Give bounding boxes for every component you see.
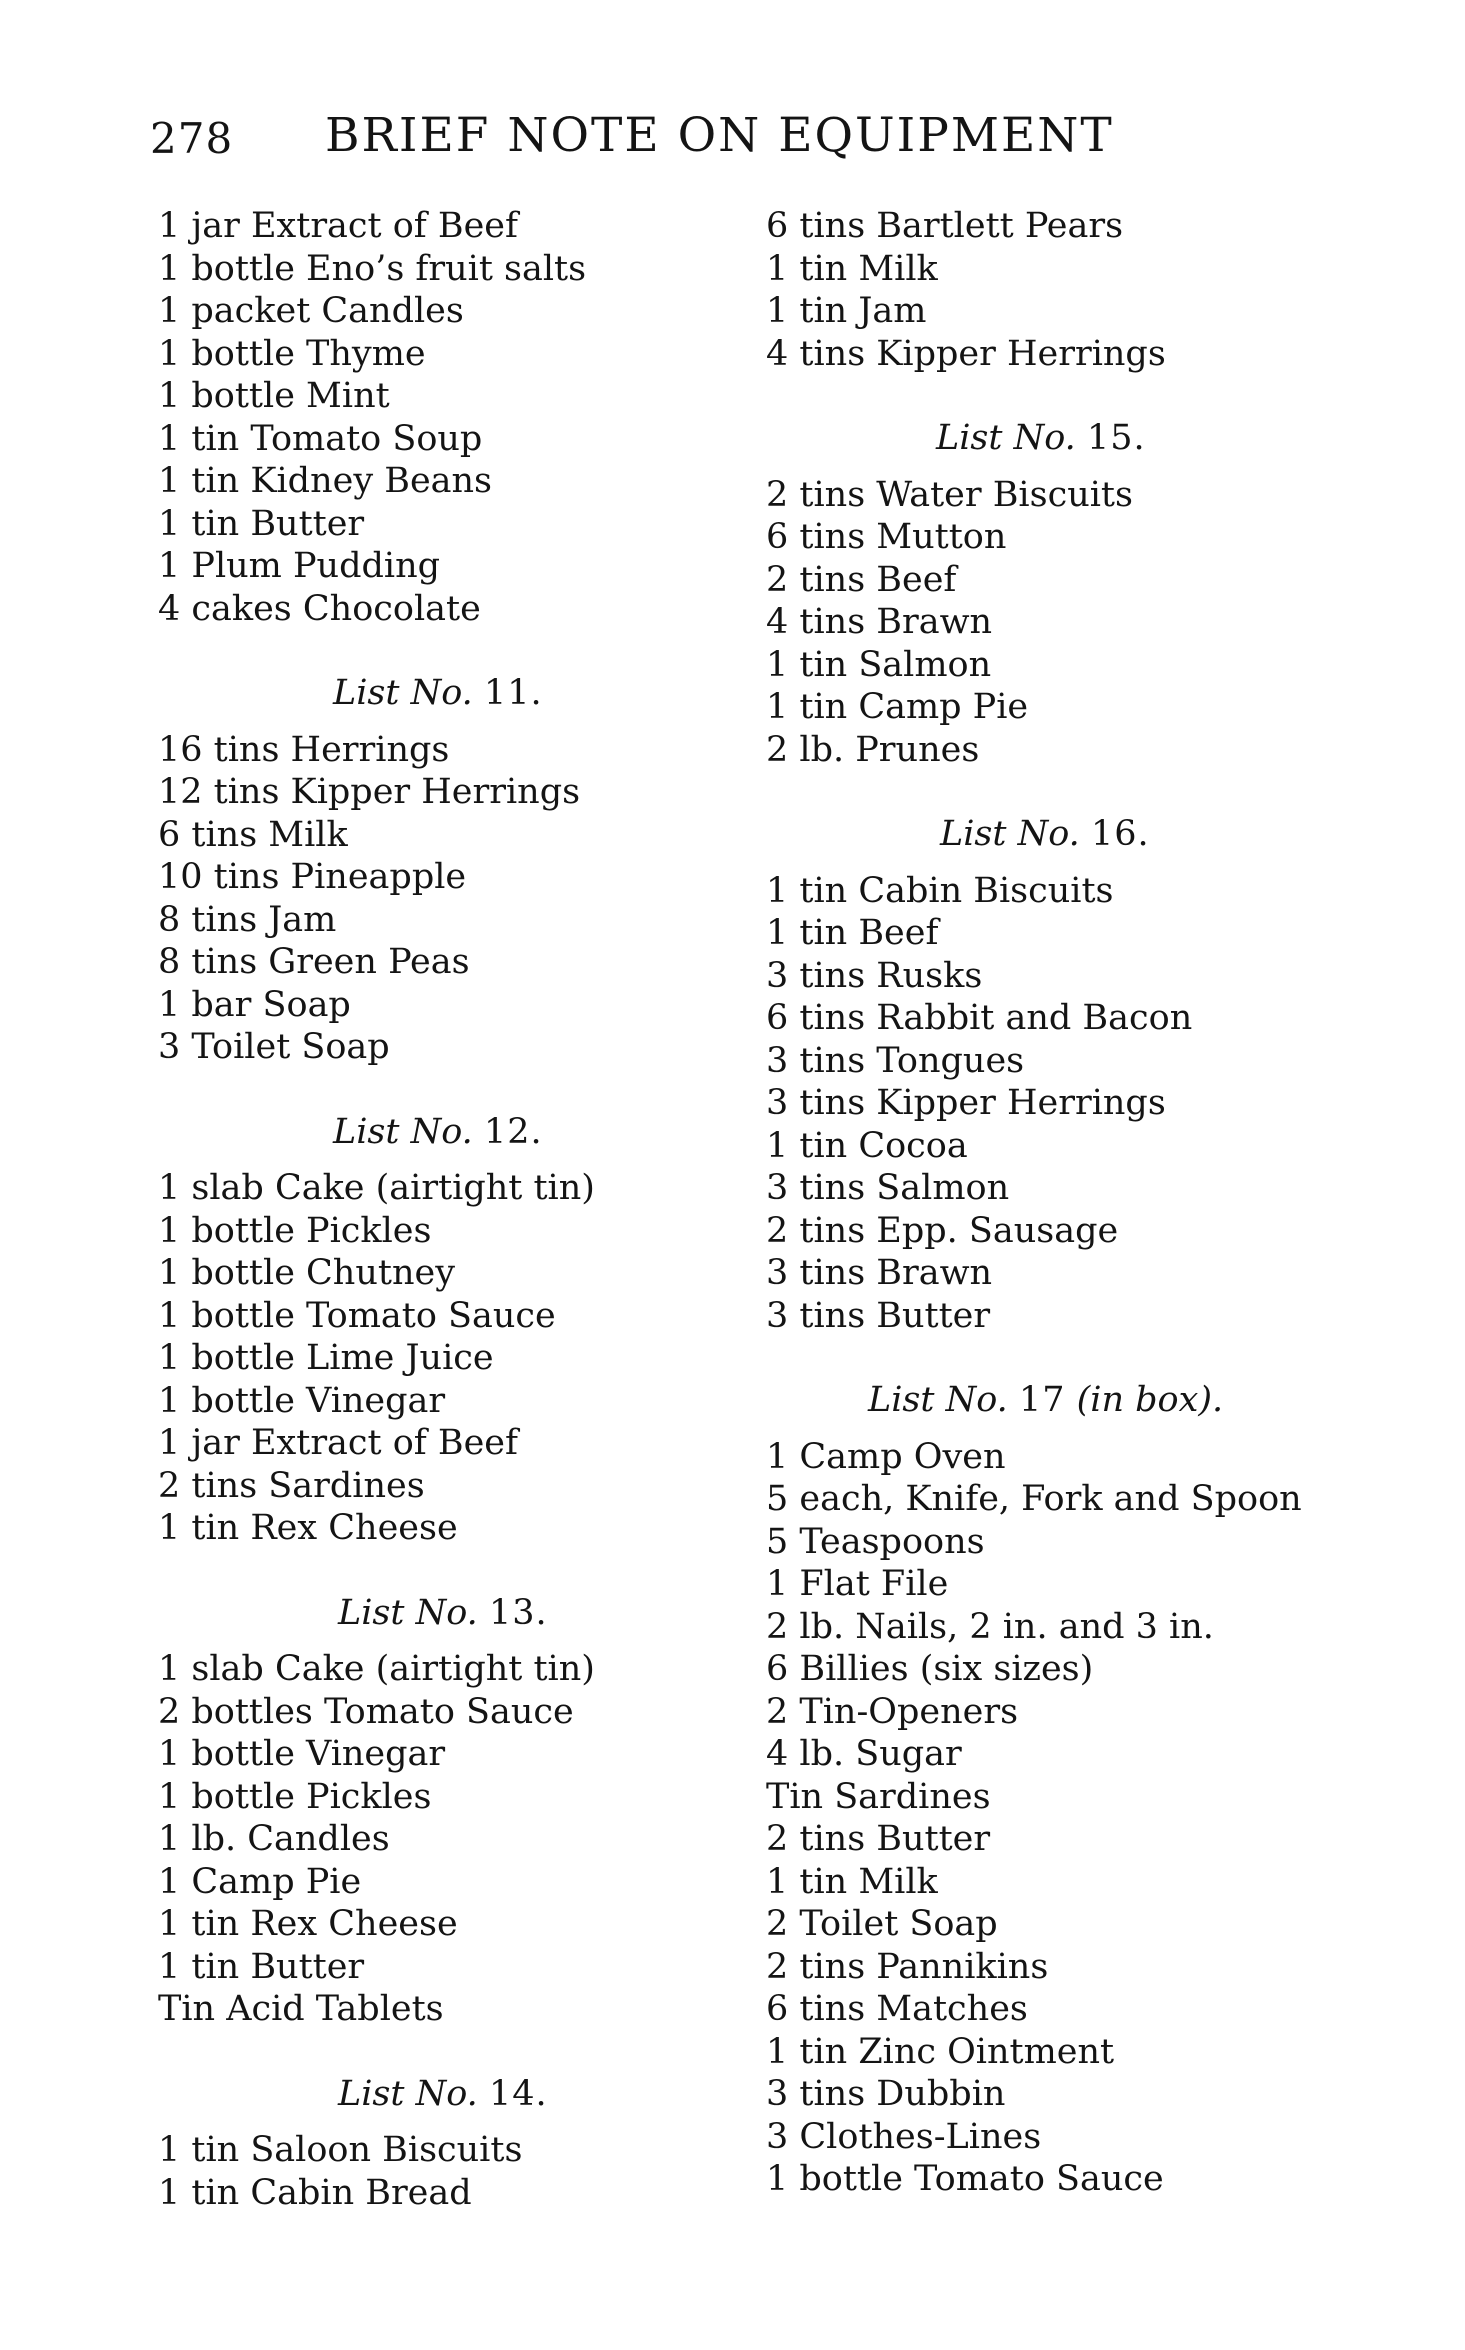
list-item: 8 tins Jam xyxy=(158,899,337,940)
list-item: 3 Clothes-Lines xyxy=(766,2116,1042,2157)
list-13 xyxy=(158,1592,798,2031)
list-heading-number: 15. xyxy=(1086,418,1146,458)
page-header xyxy=(150,108,1180,178)
list-item: 6 tins Bartlett Pears xyxy=(766,206,1124,246)
list-heading-number: 13. xyxy=(488,1592,548,1633)
list-item: 1 Camp Oven xyxy=(766,1436,1006,1477)
list-item: 1 packet Candles xyxy=(158,291,464,331)
list-item: 4 cakes Chocolate xyxy=(158,588,481,629)
list-item: 1 Flat File xyxy=(766,1564,949,1604)
list-item: 1 tin Saloon Biscuits xyxy=(158,2130,523,2170)
list-11 xyxy=(158,672,798,1069)
list-item: 1 bottle Chutney xyxy=(158,1253,455,1293)
list-item: 1 slab Cake (airtight tin) xyxy=(158,1649,595,1689)
list-item: 2 Tin-Openers xyxy=(766,1691,1019,1732)
list-item: 1 Camp Pie xyxy=(158,1861,362,1902)
list-item: 1 tin Cabin Biscuits xyxy=(766,870,1114,911)
list-item: 8 tins Green Peas xyxy=(158,942,470,982)
list-item: 1 tin Rex Cheese xyxy=(158,1508,458,1548)
list-item: 1 bottle Pickles xyxy=(158,1776,432,1817)
list-item: 12 tins Kipper Herrings xyxy=(158,772,581,812)
list-heading xyxy=(766,1379,1406,1422)
list-17 xyxy=(766,1379,1406,2201)
list-item: 2 tins Sardines xyxy=(158,1465,425,1506)
list-item: 1 tin Cabin Bread xyxy=(158,2172,472,2213)
list-16 xyxy=(766,813,1406,1337)
list-item: 10 tins Pineapple xyxy=(158,857,467,897)
list-item: Tin Acid Tablets xyxy=(158,1989,444,2029)
list-item: 2 tins Water Biscuits xyxy=(766,474,1133,515)
list-item: 1 jar Extract of Beef xyxy=(158,206,518,246)
list-item: 5 each, Knife, Fork and Spoon xyxy=(766,1479,1302,1519)
list-item: 1 tin Zinc Ointment xyxy=(766,2031,1115,2072)
list-heading-note: (in box). xyxy=(1076,1380,1224,1420)
list-item: Tin Sardines xyxy=(766,1776,991,1817)
list-item: 2 tins Epp. Sausage xyxy=(766,1210,1119,1251)
list-item: 2 lb. Nails, 2 in. and 3 in. xyxy=(766,1606,1214,1647)
list-item: 6 tins Mutton xyxy=(766,517,1007,557)
list-heading-label: List No. xyxy=(333,673,473,713)
list-item: 1 bar Soap xyxy=(158,984,351,1025)
list-heading-number: 16. xyxy=(1090,814,1150,854)
list-item: 2 tins Pannikins xyxy=(766,1946,1049,1987)
list-item: 3 tins Kipper Herrings xyxy=(766,1083,1166,1123)
list-item: 1 jar Extract of Beef xyxy=(158,1423,518,1463)
list-item: 2 tins Butter xyxy=(766,1819,991,1859)
list-item: 1 tin Beef xyxy=(766,913,939,953)
list-item: 5 Teaspoons xyxy=(766,1521,985,1562)
list-item: 3 tins Brawn xyxy=(766,1253,993,1293)
list-item: 1 bottle Pickles xyxy=(158,1210,432,1251)
list-item: 1 bottle Thyme xyxy=(158,333,426,374)
right-column xyxy=(766,205,1406,2201)
list-heading-number: 17 xyxy=(1018,1380,1066,1420)
list-item: 6 tins Milk xyxy=(158,814,348,855)
list-item: 1 tin Salmon xyxy=(766,644,992,685)
list-item: 3 tins Tongues xyxy=(766,1040,1025,1081)
list-heading-number: 11. xyxy=(483,673,543,713)
list-item: 1 tin Butter xyxy=(158,503,365,544)
list-item: 16 tins Herrings xyxy=(158,729,450,770)
list-item: 6 tins Rabbit and Bacon xyxy=(766,998,1193,1038)
list-item: 1 bottle Vinegar xyxy=(158,1734,446,1774)
list-item: 1 bottle Tomato Sauce xyxy=(158,1295,556,1336)
list-item: 1 tin Milk xyxy=(766,248,938,289)
list-heading xyxy=(158,1592,798,1635)
list-item: 1 lb. Candles xyxy=(158,1819,390,1859)
list-heading xyxy=(766,813,1406,856)
list-item: 1 bottle Vinegar xyxy=(158,1380,446,1421)
list-item: 1 tin Butter xyxy=(158,1946,365,1987)
list-item: 1 tin Cocoa xyxy=(766,1125,968,1166)
list-heading xyxy=(158,672,798,715)
list-heading xyxy=(766,417,1406,460)
list-15 xyxy=(766,417,1406,771)
list-item: 1 tin Camp Pie xyxy=(766,687,1029,727)
list-item: 6 tins Matches xyxy=(766,1989,1028,2029)
list-heading xyxy=(158,2073,798,2116)
list-item: 3 tins Salmon xyxy=(766,1168,1010,1208)
list-item: 4 lb. Sugar xyxy=(766,1734,962,1774)
list-heading-label: List No. xyxy=(940,814,1080,854)
list-heading-label: List No. xyxy=(338,1592,478,1633)
list-heading-label: List No. xyxy=(338,2073,478,2114)
list-heading xyxy=(158,1111,798,1154)
list-item: 3 Toilet Soap xyxy=(158,1027,390,1067)
list-heading-label: List No. xyxy=(333,1111,473,1152)
list-item: 1 tin Rex Cheese xyxy=(158,1904,458,1944)
list-item: 6 Billies (six sizes) xyxy=(766,1649,1094,1689)
continued-list-right xyxy=(766,205,1406,375)
list-item: 2 tins Beef xyxy=(766,559,957,600)
list-item: 1 tin Kidney Beans xyxy=(158,461,493,501)
list-item: 1 bottle Eno’s fruit salts xyxy=(158,248,587,289)
running-title: BRIEF NOTE ON EQUIPMENT xyxy=(325,108,1114,163)
list-item: 2 lb. Prunes xyxy=(766,729,980,770)
list-item: 1 tin Milk xyxy=(766,1861,938,1902)
list-item: 3 tins Rusks xyxy=(766,955,983,996)
list-item: 1 Plum Pudding xyxy=(158,546,441,586)
list-item: 4 tins Kipper Herrings xyxy=(766,333,1166,374)
list-heading-label: List No. xyxy=(936,418,1076,458)
list-12 xyxy=(158,1111,798,1550)
continued-list-left xyxy=(158,205,798,630)
list-item: 2 Toilet Soap xyxy=(766,1904,998,1944)
page-number: 278 xyxy=(150,114,234,163)
list-item: 1 slab Cake (airtight tin) xyxy=(158,1168,595,1208)
list-item: 1 bottle Lime Juice xyxy=(158,1338,494,1378)
left-column xyxy=(158,205,798,2214)
list-heading-number: 12. xyxy=(483,1111,543,1152)
list-14 xyxy=(158,2073,798,2215)
list-heading-number: 14. xyxy=(488,2073,548,2114)
list-item: 3 tins Dubbin xyxy=(766,2074,1006,2114)
list-heading-label: List No. xyxy=(868,1380,1008,1420)
list-item: 1 tin Tomato Soup xyxy=(158,418,483,459)
list-item: 2 bottles Tomato Sauce xyxy=(158,1691,574,1732)
list-item: 1 bottle Mint xyxy=(158,376,390,416)
list-item: 4 tins Brawn xyxy=(766,602,993,642)
list-item: 1 bottle Tomato Sauce xyxy=(766,2159,1164,2199)
list-item: 1 tin Jam xyxy=(766,291,927,331)
list-item: 3 tins Butter xyxy=(766,1295,991,1336)
